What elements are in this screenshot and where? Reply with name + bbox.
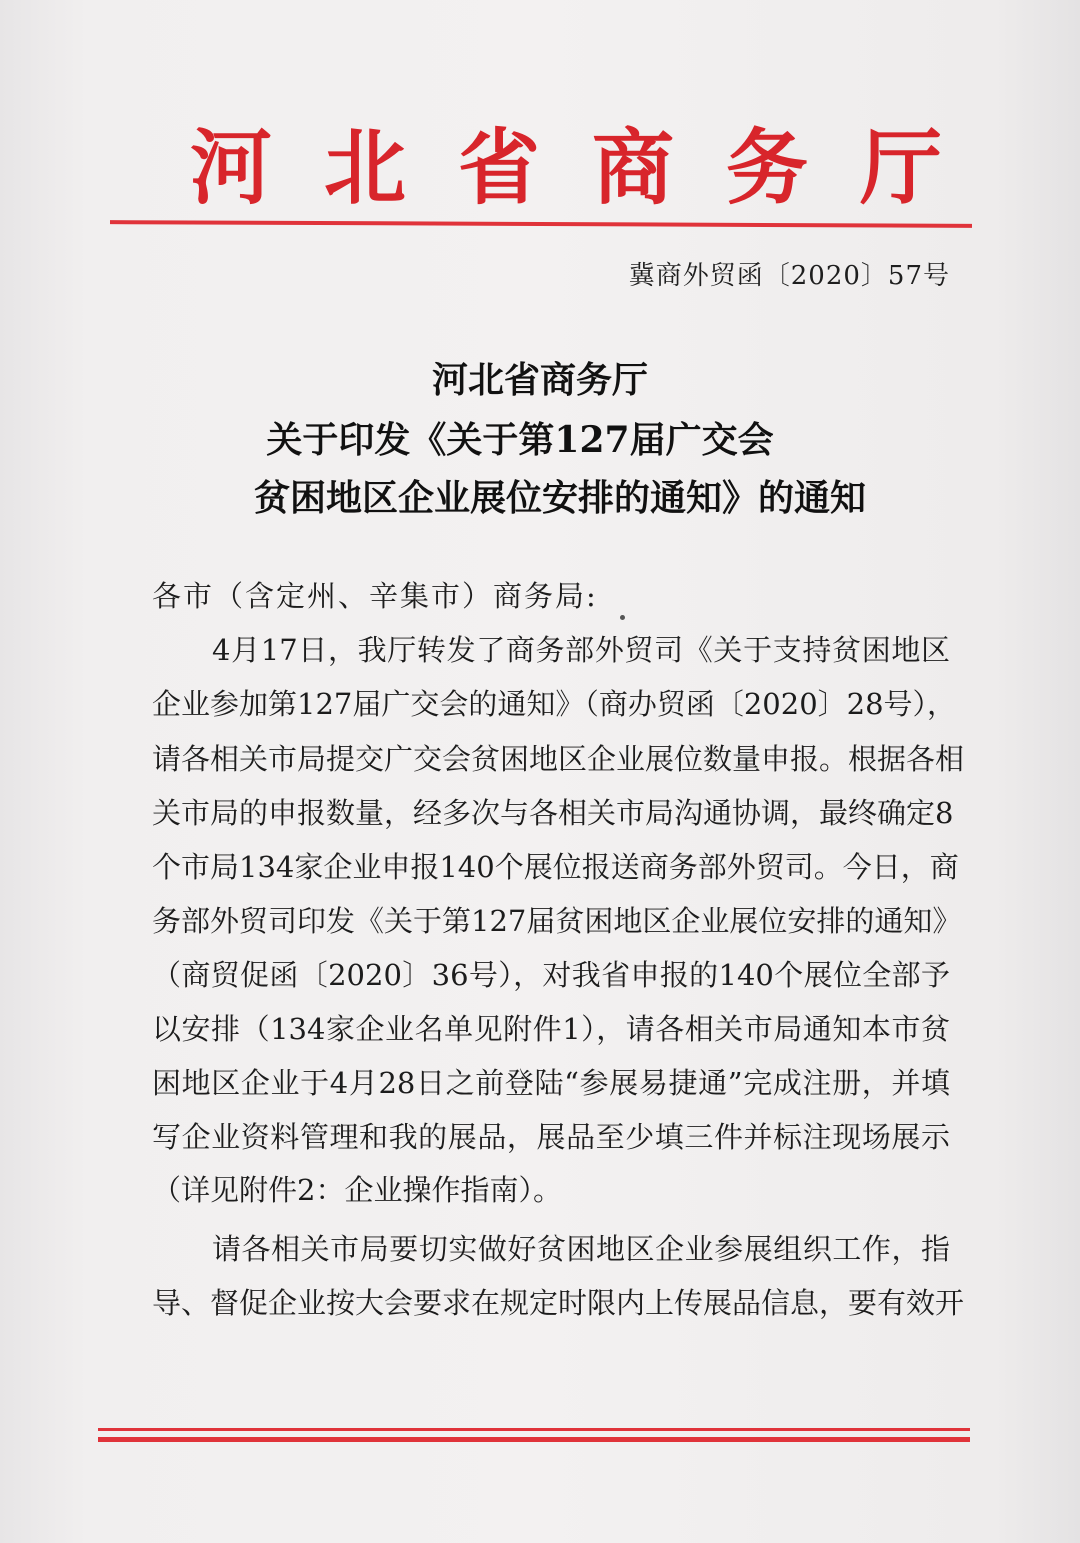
document-title-line-2: 关于印发《关于第127届广交会 — [266, 419, 774, 461]
body-line: 写企业资料管理和我的展品，展品至少填三件并标注现场展示 — [152, 1120, 950, 1154]
body-line: 请各相关市局提交广交会贫困地区企业展位数量申报。根据各相 — [152, 742, 965, 776]
body-line: 导、督促企业按大会要求在规定时限内上传展品信息，要有效开 — [152, 1286, 965, 1320]
document-title-line-3: 贫困地区企业展位安排的通知》的通知 — [253, 477, 866, 519]
body-line: 个市局134家企业申报140个展位报送商务部外贸司。今日，商 — [152, 850, 959, 884]
body-line: 企业参加第127届广交会的通知》（商办贸函〔2020〕28号）， — [152, 687, 957, 721]
masthead-red-rule — [110, 220, 972, 228]
body-line: 务部外贸司印发《关于第127届贫困地区企业展位安排的通知》 — [152, 904, 962, 938]
body-line: 关市局的申报数量，经多次与各相关市局沟通协调，最终确定8 — [152, 796, 954, 830]
body-line: 以安排（134家企业名单见附件1），请各相关市局通知本市贫 — [152, 1012, 950, 1046]
masthead-title: 河北省商务厅 — [190, 120, 995, 216]
body-line: （详见附件2：企业操作指南）。 — [152, 1173, 562, 1207]
footer-red-rule-thick — [98, 1437, 970, 1442]
addressee: 各市（含定州、辛集市）商务局: — [152, 579, 598, 613]
footer-red-rule-thin — [98, 1428, 970, 1431]
body-line: 4月17日，我厅转发了商务部外贸司《关于支持贫困地区 — [212, 633, 950, 667]
document-title-line-1: 河北省商务厅 — [431, 359, 648, 401]
document-number: 冀商外贸函〔2020〕57号 — [628, 261, 950, 291]
body-line: （商贸促函〔2020〕36号），对我省申报的140个展位全部予 — [152, 958, 950, 992]
body-line: 请各相关市局要切实做好贫困地区企业参展组织工作，指 — [212, 1232, 950, 1266]
body-line: 困地区企业于4月28日之前登陆“参展易捷通”完成注册，并填 — [152, 1066, 950, 1100]
paper-speck — [620, 615, 625, 620]
